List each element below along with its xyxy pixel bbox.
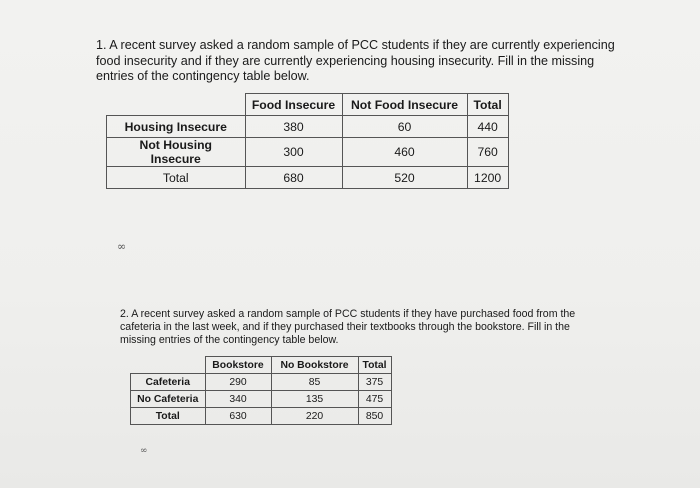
- table-cell: 460: [342, 138, 467, 167]
- table-cell: 220: [271, 408, 358, 425]
- table-cell: 290: [205, 374, 271, 391]
- column-header: Not Food Insecure: [342, 94, 467, 116]
- row-header: Total: [131, 408, 206, 425]
- table-cell: 380: [245, 116, 342, 138]
- table-header-row: [107, 94, 509, 116]
- column-header: Food Insecure: [245, 94, 342, 116]
- table-cell: 135: [271, 391, 358, 408]
- column-header: Bookstore: [205, 357, 271, 374]
- table-cell: 1200: [467, 167, 508, 189]
- row-header: Total: [107, 167, 246, 189]
- column-header: Total: [358, 357, 391, 374]
- link-icon: ∞: [117, 240, 127, 253]
- table-cell: 630: [205, 408, 271, 425]
- table-cell: 60: [342, 116, 467, 138]
- table-row: [107, 167, 509, 189]
- table-corner: [107, 94, 246, 116]
- table-cell: 440: [467, 116, 508, 138]
- row-header: Not Housing Insecure: [107, 138, 246, 167]
- question-2-text: 2. A recent survey asked a random sample of PCC students if they have purchased food from the cafeteria in the last week, and if they purchased their textbooks through the bookstore. Fill in the missing entries of the contingency table below.: [120, 308, 576, 347]
- table-cell: 760: [467, 138, 508, 167]
- row-header: No Cafeteria: [131, 391, 206, 408]
- column-header: Total: [467, 94, 508, 116]
- table-cell: 475: [358, 391, 391, 408]
- table-cell: 850: [358, 408, 391, 425]
- table-row: [131, 374, 392, 391]
- row-header: Cafeteria: [131, 374, 206, 391]
- table-cell: 680: [245, 167, 342, 189]
- link-icon: ∞: [140, 446, 148, 456]
- column-header: No Bookstore: [271, 357, 358, 374]
- table-row: [107, 116, 509, 138]
- table-cell: 520: [342, 167, 467, 189]
- table-header-row: [131, 357, 392, 374]
- table-cell: 340: [205, 391, 271, 408]
- row-header: Housing Insecure: [107, 116, 246, 138]
- table-cell: 300: [245, 138, 342, 167]
- table-row: [107, 138, 509, 167]
- table-corner: [131, 357, 206, 374]
- question-1-table: [106, 93, 509, 189]
- table-row: [131, 391, 392, 408]
- table-row: [131, 408, 392, 425]
- table-cell: 85: [271, 374, 358, 391]
- table-cell: 375: [358, 374, 391, 391]
- question-1-text: 1. A recent survey asked a random sample of PCC students if they are currently experiencing food insecurity and if they are currently experiencing housing insecurity. Fill in the missing entries of the contingency table below.: [96, 38, 615, 83]
- question-2-table: [130, 356, 392, 425]
